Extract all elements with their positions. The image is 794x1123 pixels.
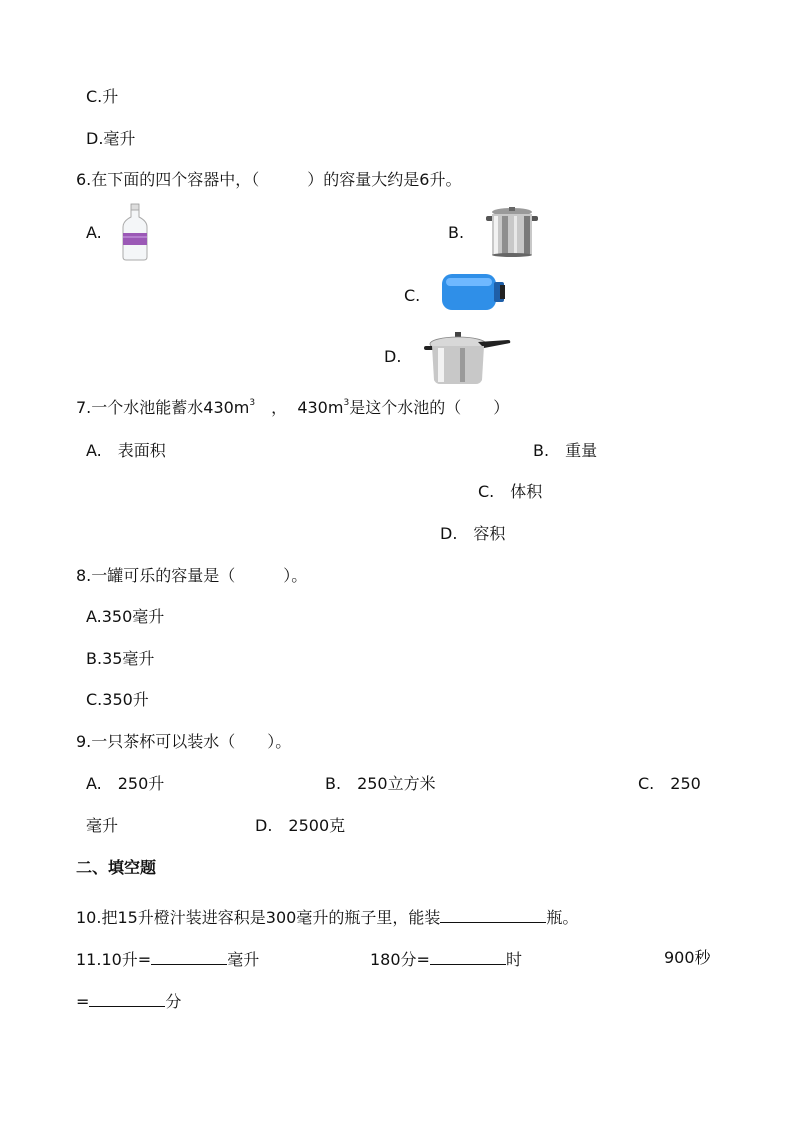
q11-blank-2[interactable]	[430, 948, 506, 965]
q7-option-b: B. 重量	[533, 441, 598, 460]
q11-part1: 11.10升= 毫升	[76, 950, 260, 969]
q6-stem: 6.在下面的四个容器中，（ ）的容量大约是6升。	[76, 170, 462, 189]
q5-option-d: D.毫升	[86, 129, 136, 148]
q9-stem: 9.一只茶杯可以装水（ ）。	[76, 732, 292, 751]
water-bottle-icon	[120, 203, 150, 261]
q7-option-d: D. 容积	[440, 524, 506, 543]
q10-answer-blank[interactable]	[440, 906, 546, 923]
q7-stem: 7.一个水池能蓄水$430m^3$ ， $430m^3$是这个水池的（ ）	[76, 398, 510, 417]
q10-stem: 10.把15升橙汁装进容积是300毫升的瓶子里，能装 瓶。	[76, 908, 579, 927]
stock-pot-icon	[484, 207, 540, 257]
q9-option-c-unit: 毫升	[86, 816, 119, 835]
q9-option-c: C. 250	[638, 774, 701, 793]
q8-option-c: C.350升	[86, 690, 149, 709]
q8-option-a: A.350毫升	[86, 607, 165, 626]
q11-blank-1[interactable]	[151, 948, 227, 965]
q9-option-d: D. 2500克	[255, 816, 346, 835]
q6-option-d-label: D.	[384, 347, 402, 366]
pressure-cooker-icon	[420, 330, 512, 386]
q11-part3-label: 900秒	[664, 948, 711, 967]
q11-part2: 180分= 时	[370, 950, 522, 969]
section-heading-fill-in: 二、填空题	[76, 858, 157, 877]
q8-stem: 8.一罐可乐的容量是（ ）。	[76, 566, 308, 585]
q6-option-c-label: C.	[404, 286, 421, 305]
blue-drum-icon	[440, 272, 506, 312]
q9-option-a: A. 250升	[86, 774, 165, 793]
q5-option-c: C.升	[86, 87, 119, 106]
q7-option-a: A. 表面积	[86, 441, 166, 460]
q9-option-b: B. 250立方米	[325, 774, 436, 793]
q8-option-b: B.35毫升	[86, 649, 155, 668]
q7-option-c: C. 体积	[478, 482, 543, 501]
q6-option-b-label: B.	[448, 223, 465, 242]
q11-part3: = 分	[76, 992, 182, 1011]
q11-blank-3[interactable]	[89, 990, 165, 1007]
q6-option-a-label: A.	[86, 223, 102, 242]
